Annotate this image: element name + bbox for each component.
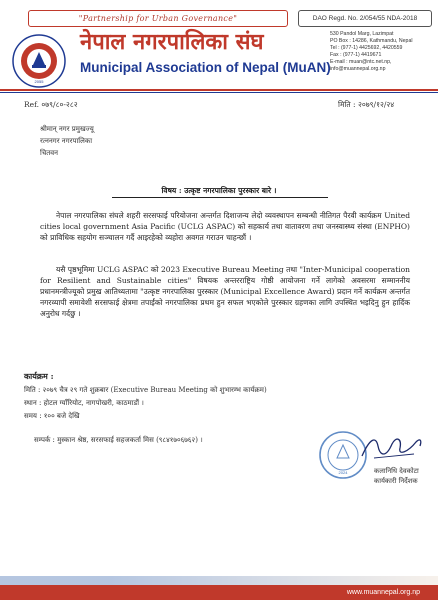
contact-line: E-mail : muan@ntc.net.np, [330,58,392,65]
body-paragraph-1: नेपाल नगरपालिका संघले शहरी सरसफाई परियोजना अन्तर्गत दिशाजन्य लेदो व्यवस्थापन सम्बन्धी नीतिगत पैरवी कार्यक्रम United cities local government Asia Pacific (UCLG ASPAC) को सहकार्य तथा वातावरण तथा जनस्वास्थ्य संस्था (ENPHO) को प्राविधिक सहयोग सञ्चालन गर्दै आइरहेको व्यहोरा अवगत गराउन चाहन्छौं । [40,211,410,242]
footer-band [0,576,438,585]
contact-line: PO Box : 14286, Kathmandu, Nepal [330,37,413,44]
header-divider-red [0,89,438,91]
muan-logo [12,34,66,88]
addressee-line: श्रीमान् नगर प्रमुखज्यू [40,125,94,133]
org-name-nepali: नेपाल नगरपालिका संघ [80,30,264,55]
program-heading: कार्यक्रम : [24,371,54,381]
registration-number: DAO Regd. No. 2/054/55 NDA-2018 [298,10,432,27]
footer-website-link[interactable]: www.muannepal.org.np [346,589,420,596]
signatory-title: कार्यकारी निर्देशक [374,477,418,485]
program-line: मिति : २०७९ चैत्र २९ गते शुक्रबार (Executive Bureau Meeting को शुभारम्भ कार्यक्रम) [24,386,267,394]
contact-line: Tel : (977-1) 4425692, 4420559 [330,44,403,51]
program-line: समय : १०० बजे देखि [24,412,80,420]
reference-number: Ref. ०७९/८०-२८२ [24,100,78,109]
contact-person-line: सम्पर्क : मुस्कान श्रेष्ठ, सरसफाई सहजकर्ता मिस (९८४१७०६७६२) । [34,436,203,444]
program-line: स्थान : होटल ग्याँरियोट, नागपोखरी, काठमाडौं । [24,399,144,407]
footer-bar [0,585,438,600]
signature [356,432,426,464]
addressee-line: रत्ननगर नगरपालिका [40,137,93,145]
contact-line: info@muannepal.org.np [330,65,386,72]
logo-year: 2055 [34,79,44,84]
contact-line: Fax : (977-1) 4419671 [330,51,382,58]
seal-year: 2024 [338,470,348,475]
addressee-line: चितवन [40,149,59,157]
letter-date: मिति : २०७९/१२/२४ [338,100,395,109]
contact-block [330,31,434,72]
header-divider-blue [0,92,438,93]
body-paragraph-2: यसै पृष्ठभूमिमा UCLG ASPAC को 2023 Executive Bureau Meeting तथा "Inter-Municipal cooperation for Resilient and Sustainable cities" विषयक अन्तरराष्ट्रिय गोष्ठी आयोजना गर्ने लागेको अवसरमा सम्माननीय प्रधानमन्त्रीज्यूको प्रमुख आतिथ्यतामा "उत्कृष्ट नगरपालिका पुरस्कार (Municipal Excellence Award) प्रदान गर्ने कार्यक्रम अन्तर्गत नगरव्यापी समावेशी सरसफाई क्षेत्रमा तपाईंको नगरपालिका प्रथम हुन सफल भएकोले पुरस्कार ग्रहणका लागि उपस्थित भइदिनु हुन हार्दिक अनुरोध गर्दछु । [40,265,410,318]
tagline: "Partnership for Urban Governance" [28,10,288,27]
org-name-english: Municipal Association of Nepal (MuAN) [80,60,331,75]
subject: विषय : उत्कृष्ट नगरपालिका पुरस्कार बारे । [161,186,277,195]
contact-line: 530 Pandol Marg, Lazimpat [330,31,394,37]
subject-underline [112,197,328,198]
signatory-name: कलानिधि देवकोटा [374,467,419,475]
